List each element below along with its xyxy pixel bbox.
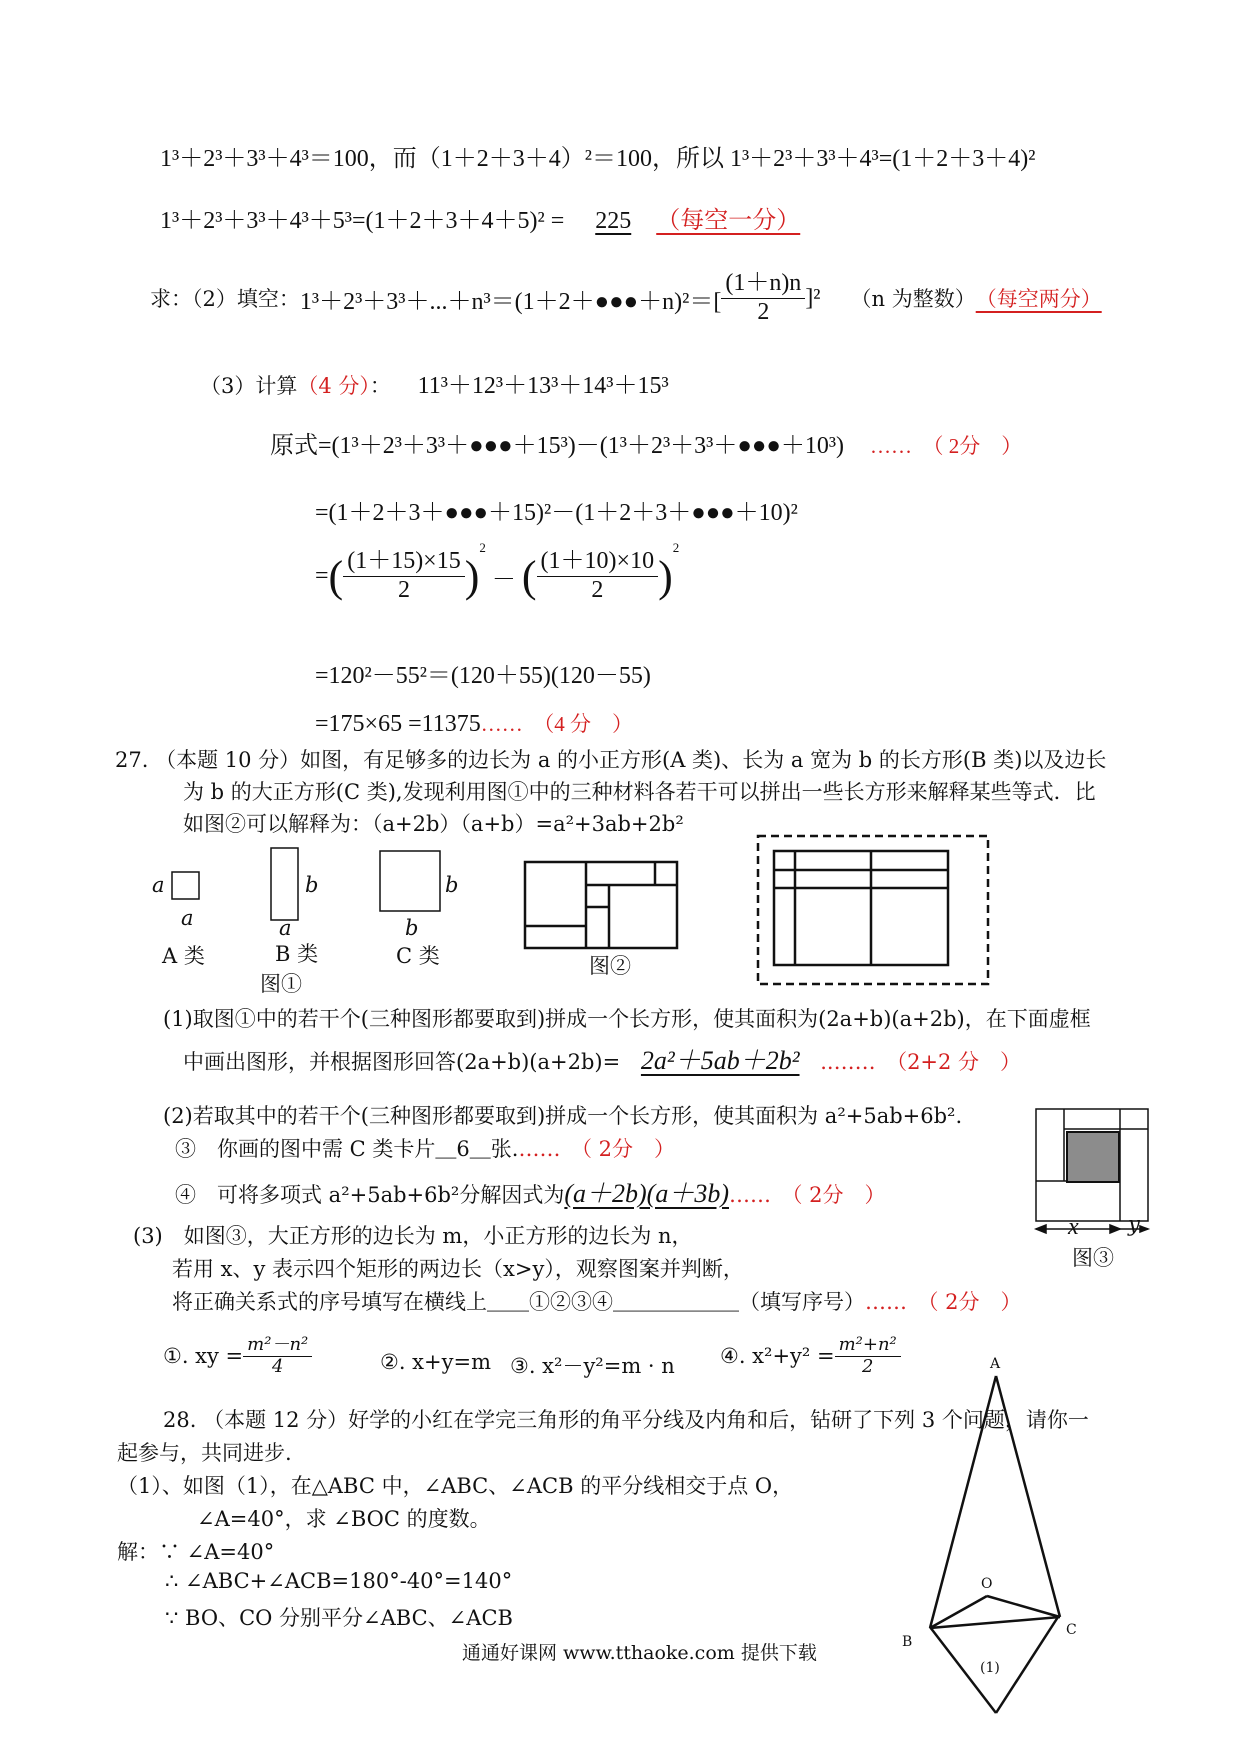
q26-step5-note: …… （4 分 ） — [480, 712, 633, 736]
fig1-a-name: A 类 — [162, 944, 205, 968]
triangle-label-o: O — [981, 1576, 993, 1592]
fraction-numerator: (1＋10)×10 — [537, 548, 659, 577]
fig1-caption: 图① — [260, 972, 302, 996]
paren-close: ) — [658, 551, 673, 601]
q26-part2-expr: 1³＋2³＋3³＋...＋n³＝(1＋2＋●●●＋n)²＝[ — [299, 288, 722, 315]
fraction-denominator: 4 — [271, 1355, 284, 1377]
fig1-c-label: b — [445, 873, 459, 897]
fraction-numerator: m²+n² — [835, 1335, 901, 1357]
fraction-numerator: m²－n² — [243, 1335, 312, 1357]
q26-step2: =(1＋2＋3＋●●●＋15)²－(1＋2＋3＋●●●＋10)² — [315, 500, 798, 526]
q28-solution-line2: ∴ ∠ABC+∠ACB=180°-40°=140° — [165, 1569, 513, 1593]
option4-label: ④. x²+y² = — [720, 1344, 835, 1369]
fig1-square-c — [380, 851, 440, 911]
q26-part3-colon: ： — [369, 374, 391, 398]
fig1-c-bottom: b — [405, 916, 419, 940]
q26-line2-answer: 225 — [595, 208, 632, 234]
option4-fraction — [835, 1335, 901, 1377]
triangle-label-c: C — [1066, 1622, 1077, 1638]
q27-p2-ii-text: ④ 可将多项式 a²+5ab+6b²分解因式为 — [175, 1183, 565, 1207]
fraction-denominator: 2 — [591, 576, 604, 603]
q27-option1 — [163, 1335, 312, 1377]
q28-intro-line2: 起参与，共同进步. — [117, 1441, 292, 1465]
q27-p1-note: ..…… （2+2 分 ） — [820, 1050, 1022, 1074]
q27-p3-question: 将正确关系式的序号填写在横线上＿＿①②③④＿＿＿＿＿＿（填写序号） — [172, 1290, 865, 1314]
fig2-rectangle — [525, 862, 677, 948]
q27-p2-ii-note: …… （ 2分 ） — [729, 1183, 886, 1207]
fig1-square-a — [172, 872, 199, 899]
q26-step1-note: …… （ 2分 ） — [870, 434, 1023, 458]
q27-p2-i — [175, 1133, 675, 1163]
q26-part2-cond: （n 为整数） — [850, 287, 976, 312]
fig1-rect-b — [271, 848, 298, 920]
q27-p1-line1: (1)取图①中的若干个(三种图形都要取到)拼成一个长方形，使其面积为(2a+b)(a+2b)，在下面虚框 — [163, 1007, 1091, 1031]
q27-intro-line3: 如图②可以解释为：（a+2b）（a+b）=a²+3ab+2b² — [183, 812, 684, 836]
fig1-b-label: b — [305, 873, 319, 897]
answer-drawing — [774, 851, 948, 965]
q27-p1-question: 中画出图形，并根据图形回答(2a+b)(a+2b)= — [183, 1050, 621, 1074]
triangle-label-b: B — [902, 1634, 913, 1650]
q26-part3-expr: 11³＋12³＋13³＋14³＋15³ — [417, 373, 669, 399]
paren-open: ( — [328, 551, 344, 601]
q26-part3-label: （3）计算 — [200, 374, 298, 398]
fig1-b-name: B 类 — [275, 942, 319, 966]
q27-intro-line1: 27. （本题 10 分）如图，有足够多的边长为 a 的小正方形(A 类)、长为 a 宽为 b 的长方形(B 类)以及边长 — [115, 748, 1107, 772]
fraction-denominator: 2 — [757, 298, 770, 325]
q26-line2-expr: 1³＋2³＋3³＋4³＋5³=(1＋2＋3＋4＋5)² = — [160, 208, 565, 234]
fraction-denominator: 2 — [861, 1355, 874, 1377]
q28-p1-line1: （1）、如图（1），在△ABC 中，∠ABC、∠ACB 的平分线相交于点 O， — [117, 1474, 794, 1498]
q26-step3: = ( $\frac{(1+15)\times 15}{2}$ ) 2 － ( $\frac{(1+10)\times 10}{2}$ ) 2 — [315, 540, 680, 603]
q27-p2-i-note: …… （ 2分 ） — [518, 1137, 676, 1161]
q27-p2-i-text: ③ 你画的图中需 C 类卡片＿6＿张. — [175, 1137, 519, 1161]
q27-p3-line2: 若用 x、y 表示四个矩形的两边长（x>y），观察图案并判断， — [172, 1257, 744, 1281]
q26-step3-eq: = — [315, 562, 329, 589]
paren-open: ( — [521, 551, 537, 601]
q26-step4: =120²－55²＝(120＋55)(120－55) — [315, 663, 651, 689]
paren-close: ) — [464, 551, 480, 601]
fig1-a-label: a — [152, 873, 165, 897]
triangle-label-a: A — [990, 1356, 1001, 1372]
option1-fraction — [243, 1335, 312, 1377]
q26-part3-points: （4 分） — [297, 374, 370, 398]
q27-option2: ②. x+y=m — [380, 1350, 491, 1374]
q27-p2-line1: (2)若取其中的若干个(三种图形都要取到)拼成一个长方形，使其面积为 a²+5ab+6b². — [163, 1104, 963, 1128]
q26-step5-expr: =175×65 =11375 — [315, 711, 481, 737]
page-footer: 通通好课网 www.tthaoke.com 提供下载 — [462, 1642, 817, 1664]
q27-p1-line2 — [183, 1040, 1021, 1077]
q27-option3: ③. x²－y²=m · n — [510, 1354, 675, 1378]
q27-p3-line3 — [172, 1286, 1022, 1316]
triangle-caption: (1) — [980, 1660, 1000, 1676]
q27-p2-ii — [175, 1173, 886, 1210]
fraction-numerator: (1＋n)n — [721, 270, 805, 299]
q26-part2-prefix: 求：（2）填空： — [150, 287, 300, 312]
q26-line1: 1³＋2³＋3³＋4³＝100，而（1＋2＋3＋4）²＝100，所以 1³＋2³＋3³＋4³=(1＋2＋3＋4)² — [160, 146, 1036, 172]
q27-p3-line1: (3) 如图③，大正方形的边长为 m，小正方形的边长为 n， — [133, 1224, 693, 1248]
q26-part2-note: （每空两分） — [975, 287, 1102, 312]
fig1-b-bottom: a — [279, 916, 292, 940]
answer-dashed-frame — [758, 836, 988, 984]
q26-line2-note: （每空一分） — [656, 208, 801, 234]
q26-step1-expr: 原式=(1³＋2³＋3³＋●●●＋15³)－(1³＋2³＋3³＋●●●＋10³) — [270, 433, 845, 459]
fraction-numerator: (1＋15)×15 — [343, 548, 465, 577]
q28-solution-line3: ∵ BO、CO 分别平分∠ABC、∠ACB — [165, 1606, 513, 1630]
q26-part2-suffix: ]² — [805, 284, 821, 311]
q27-p2-ii-answer: (a＋2b)(a＋3b) — [564, 1179, 729, 1208]
q27-p1-answer: 2a²＋5ab＋2b² — [640, 1046, 800, 1075]
fig1-c-name: C 类 — [396, 944, 440, 968]
fig3-caption: 图③ — [1072, 1246, 1114, 1270]
fig3-y-label: y — [1128, 1212, 1140, 1236]
q28-intro-line1: 28. （本题 12 分）好学的小红在学完三角形的角平分线及内角和后，钻研了下列 3 个问题，请你一 — [163, 1408, 1089, 1432]
q27-p3-note: …… （ 2分 ） — [865, 1290, 1022, 1314]
q27-option4 — [720, 1335, 901, 1377]
fig3-x-label: x — [1068, 1214, 1079, 1240]
q28-solution-line1: 解：∵ ∠A=40° — [117, 1540, 275, 1564]
option1-label: ①. xy = — [163, 1344, 244, 1369]
fig2-caption: 图② — [589, 954, 631, 978]
q27-intro-line2: 为 b 的大正方形(C 类),发现利用图①中的三种材料各若干可以拼出一些长方形来解释某些等式．比 — [183, 780, 1096, 804]
fig1-a-bottom: a — [181, 906, 194, 930]
q28-p1-line2: ∠A=40°，求 ∠BOC 的度数。 — [197, 1507, 491, 1531]
fraction-denominator: 2 — [397, 576, 410, 603]
